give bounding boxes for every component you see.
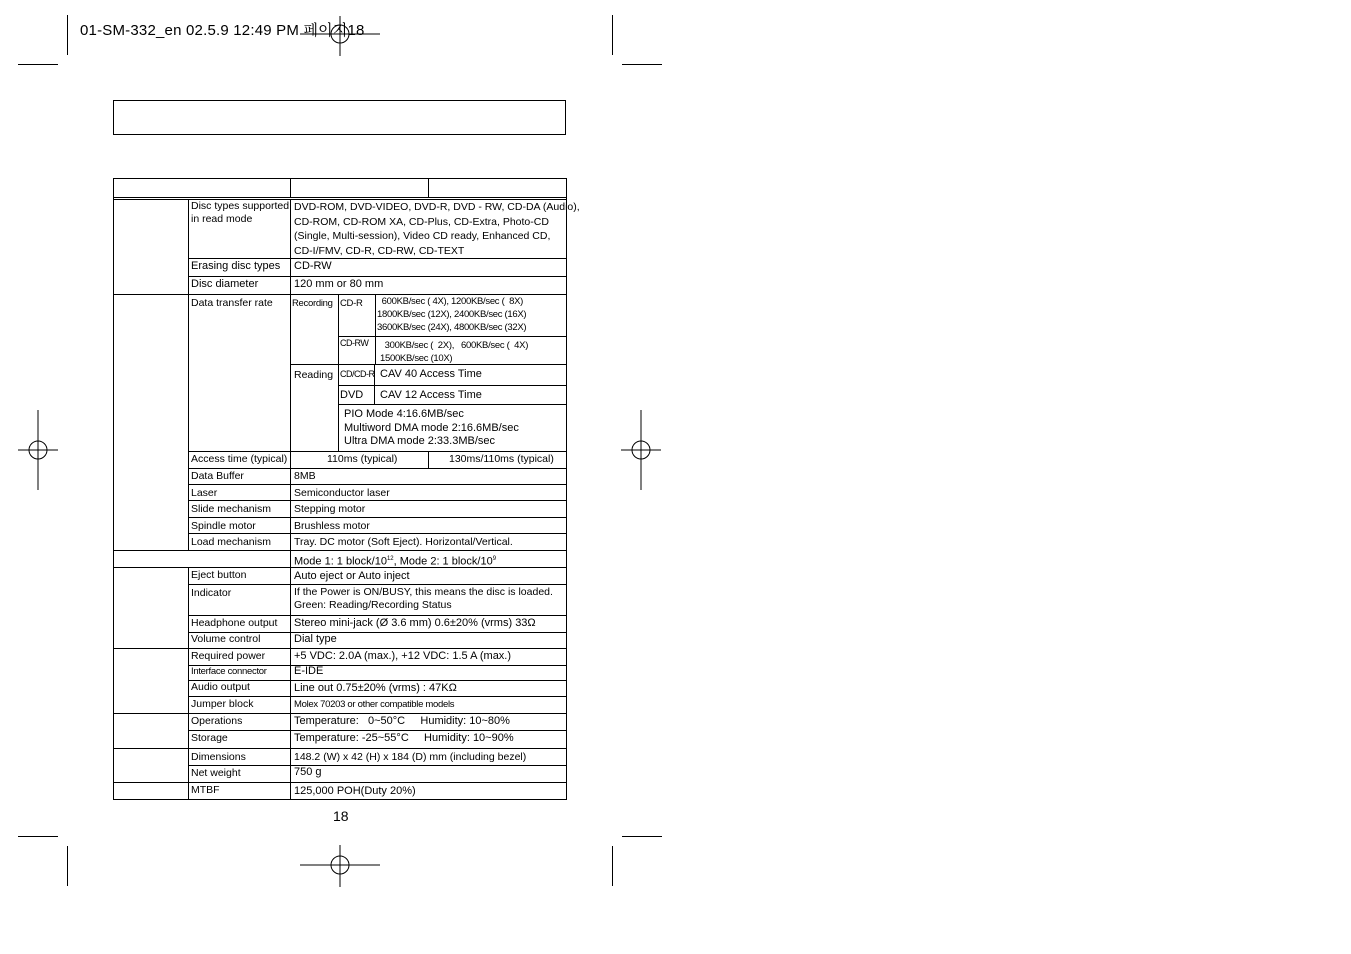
storage-label: Storage: [191, 732, 228, 744]
transfer-modes-value: PIO Mode 4:16.6MB/sec Multiword DMA mode 2:16.6MB/sec Ultra DMA mode 2:33.3MB/sec: [344, 408, 519, 447]
error-rate-mode2: , Mode 2: 1 block/10: [393, 555, 493, 568]
diameter-label: Disc diameter: [191, 278, 259, 290]
interface-label: Interface connector: [191, 666, 267, 677]
spindle-label: Spindle motor: [191, 520, 256, 532]
transfer-rate-label: Data transfer rate: [191, 297, 273, 309]
jumper-value: Molex 70203 or other compatible models: [294, 699, 455, 710]
dimensions-label: Dimensions: [191, 751, 246, 763]
recording-label: Recording: [292, 298, 333, 309]
slide-value: Stepping motor: [294, 503, 366, 515]
title-box: [113, 100, 566, 135]
operations-value: Temperature: 0~50°C Humidity: 10~80%: [294, 715, 510, 727]
jumper-label: Jumper block: [191, 698, 254, 710]
audio-output-value: Line out 0.75±20% (vrms) : 47KΩ: [294, 682, 457, 694]
error-rate-exp2: 9: [492, 556, 497, 562]
buffer-label: Data Buffer: [191, 470, 244, 482]
volume-label: Volume control: [191, 633, 261, 645]
cdcdr-label: CD/CD-R: [340, 369, 375, 379]
power-label: Required power: [191, 650, 266, 662]
mtbf-value: 125,000 POH(Duty 20%): [294, 785, 416, 797]
registration-mark-left: [18, 410, 58, 490]
weight-value: 750 g: [294, 766, 322, 778]
error-rate-mode1: Mode 1: 1 block/10: [294, 555, 387, 568]
cdr-value: 600KB/sec ( 4X), 1200KB/sec ( 8X) 1800KB/sec (12X), 2400KB/sec (16X) 3600KB/sec (24X), 4800KB/sec (32X): [377, 296, 527, 333]
spec-table: [113, 178, 580, 800]
volume-value: Dial type: [294, 633, 337, 645]
audio-output-label: Audio output: [191, 681, 250, 693]
access-time-label: Access time (typical): [191, 453, 288, 465]
headphone-value: Stereo mini-jack (Ø 3.6 mm) 0.6±20% (vrms) 33Ω: [294, 617, 536, 629]
registration-mark-bottom: [300, 845, 380, 887]
load-label: Load mechanism: [191, 536, 271, 548]
error-rate-value: [294, 553, 496, 569]
diameter-value: 120 mm or 80 mm: [294, 278, 384, 290]
load-value: Tray. DC motor (Soft Eject). Horizontal/Vertical.: [294, 536, 513, 548]
laser-value: Semiconductor laser: [294, 487, 390, 499]
cdrw-value: 300KB/sec ( 2X), 600KB/sec ( 4X) 1500KB/sec (10X): [380, 340, 529, 364]
mtbf-label: MTBF: [191, 784, 220, 796]
print-slug: 01-SM-332_en 02.5.9 12:49 PM 페이지18: [80, 22, 365, 39]
access-time-value-2: 130ms/110ms (typical): [449, 453, 554, 465]
page-number: 18: [333, 808, 349, 824]
eject-value: Auto eject or Auto inject: [294, 570, 410, 582]
slide-label: Slide mechanism: [191, 503, 271, 515]
cdrw-label: CD-RW: [340, 338, 369, 348]
laser-label: Laser: [191, 487, 218, 499]
indicator-value: If the Power is ON/BUSY, this means the disc is loaded. Green: Reading/Recording Status: [294, 586, 553, 611]
headphone-label: Headphone output: [191, 617, 278, 629]
cdcdr-value: CAV 40 Access Time: [380, 368, 482, 380]
reading-label: Reading: [294, 369, 334, 381]
disc-types-value: DVD-ROM, DVD-VIDEO, DVD-R, DVD - RW, CD-DA (Audio), CD-ROM, CD-ROM XA, CD-Plus, CD-Extra, Photo-CD (Single, Multi-session), Video CD ready, Enhanced CD, CD-I/FMV, CD-R, CD-RW, CD-TEXT: [294, 201, 580, 257]
operations-label: Operations: [191, 715, 243, 727]
dimensions-value: 148.2 (W) x 42 (H) x 184 (D) mm (including bezel): [294, 751, 527, 763]
power-value: +5 VDC: 2.0A (max.), +12 VDC: 1.5 A (max.): [294, 650, 512, 662]
dvd-label: DVD: [340, 389, 364, 401]
disc-types-label: Disc types supported in read mode: [191, 200, 290, 225]
registration-mark-right: [621, 410, 661, 490]
erasing-value: CD-RW: [294, 260, 332, 272]
error-rate-exp1: 12: [386, 556, 394, 562]
interface-value: E-IDE: [294, 665, 324, 677]
spindle-value: Brushless motor: [294, 520, 370, 532]
cdr-label: CD-R: [340, 298, 363, 309]
buffer-value: 8MB: [294, 470, 316, 482]
storage-value: Temperature: -25~55°C Humidity: 10~90%: [294, 732, 514, 744]
indicator-label: Indicator: [191, 587, 232, 599]
eject-label: Eject button: [191, 569, 247, 581]
dvd-value: CAV 12 Access Time: [380, 389, 482, 401]
erasing-label: Erasing disc types: [191, 260, 281, 272]
weight-label: Net weight: [191, 767, 241, 779]
access-time-value-1: 110ms (typical): [327, 453, 398, 465]
